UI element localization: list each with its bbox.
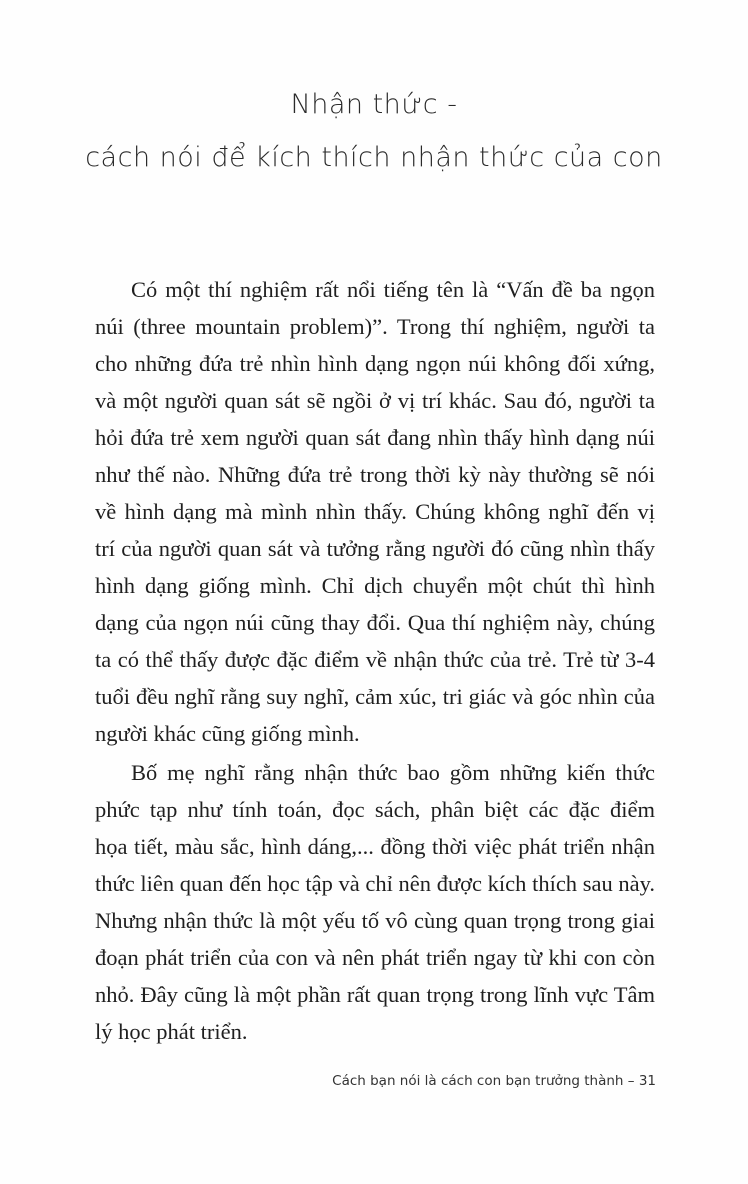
text-line: về hình dạng mà mình nhìn thấy. Chúng không nghĩ đến vị xyxy=(95,499,655,524)
text-line: nhỏ. Đây cũng là một phần rất quan trọng trong lĩnh vực Tâm xyxy=(95,982,655,1007)
text-line: như thế nào. Những đứa trẻ trong thời kỳ này thường sẽ nói xyxy=(95,462,655,487)
paragraph-2 xyxy=(95,754,655,1050)
chapter-title-line-1: Nhận thức - xyxy=(290,89,458,120)
text-line: đoạn phát triển của con và nên phát triển ngay từ khi con còn xyxy=(95,945,655,970)
page-footer xyxy=(332,1073,656,1089)
text-line: cho những đứa trẻ nhìn hình dạng ngọn núi không đối xứng, xyxy=(95,351,655,376)
text-line: thức liên quan đến học tập và chỉ nên được kích thích sau này. xyxy=(95,871,655,896)
text-line: núi (three mountain problem)”. Trong thí nghiệm, người ta xyxy=(95,314,655,339)
chapter-title-line-2: cách nói để kích thích nhận thức của con xyxy=(85,142,663,173)
text-line: phức tạp như tính toán, đọc sách, phân biệt các đặc điểm xyxy=(95,797,655,822)
page-number: 31 xyxy=(638,1073,656,1089)
text-line: tuổi đều nghĩ rằng suy nghĩ, cảm xúc, tri giác và góc nhìn của xyxy=(95,684,655,709)
text-line: ta có thể thấy được đặc điểm về nhận thức của trẻ. Trẻ từ 3-4 xyxy=(95,647,655,672)
paragraph-1 xyxy=(95,271,655,752)
text-line: và một người quan sát sẽ ngồi ở vị trí khác. Sau đó, người ta xyxy=(95,388,655,413)
text-line: Có một thí nghiệm rất nổi tiếng tên là “Vấn đề ba ngọn xyxy=(131,277,655,302)
text-line: hỏi đứa trẻ xem người quan sát đang nhìn thấy hình dạng núi xyxy=(95,425,655,450)
text-line: Nhưng nhận thức là một yếu tố vô cùng quan trọng trong giai xyxy=(95,908,655,933)
text-line: người khác cũng giống mình. xyxy=(95,721,360,746)
text-line: hình dạng giống mình. Chỉ dịch chuyển một chút thì hình xyxy=(95,573,655,598)
text-line: lý học phát triển. xyxy=(95,1019,248,1044)
text-line: Bố mẹ nghĩ rằng nhận thức bao gồm những kiến thức xyxy=(131,760,655,785)
text-line: họa tiết, màu sắc, hình dáng,... đồng thời việc phát triển nhận xyxy=(95,834,655,859)
text-line: trí của người quan sát và tưởng rằng người đó cũng nhìn thấy xyxy=(95,536,655,561)
running-title: Cách bạn nói là cách con bạn trưởng thành xyxy=(332,1073,624,1089)
footer-separator: – xyxy=(623,1073,639,1089)
text-line: dạng của ngọn núi cũng thay đổi. Qua thí nghiệm này, chúng xyxy=(95,610,655,635)
